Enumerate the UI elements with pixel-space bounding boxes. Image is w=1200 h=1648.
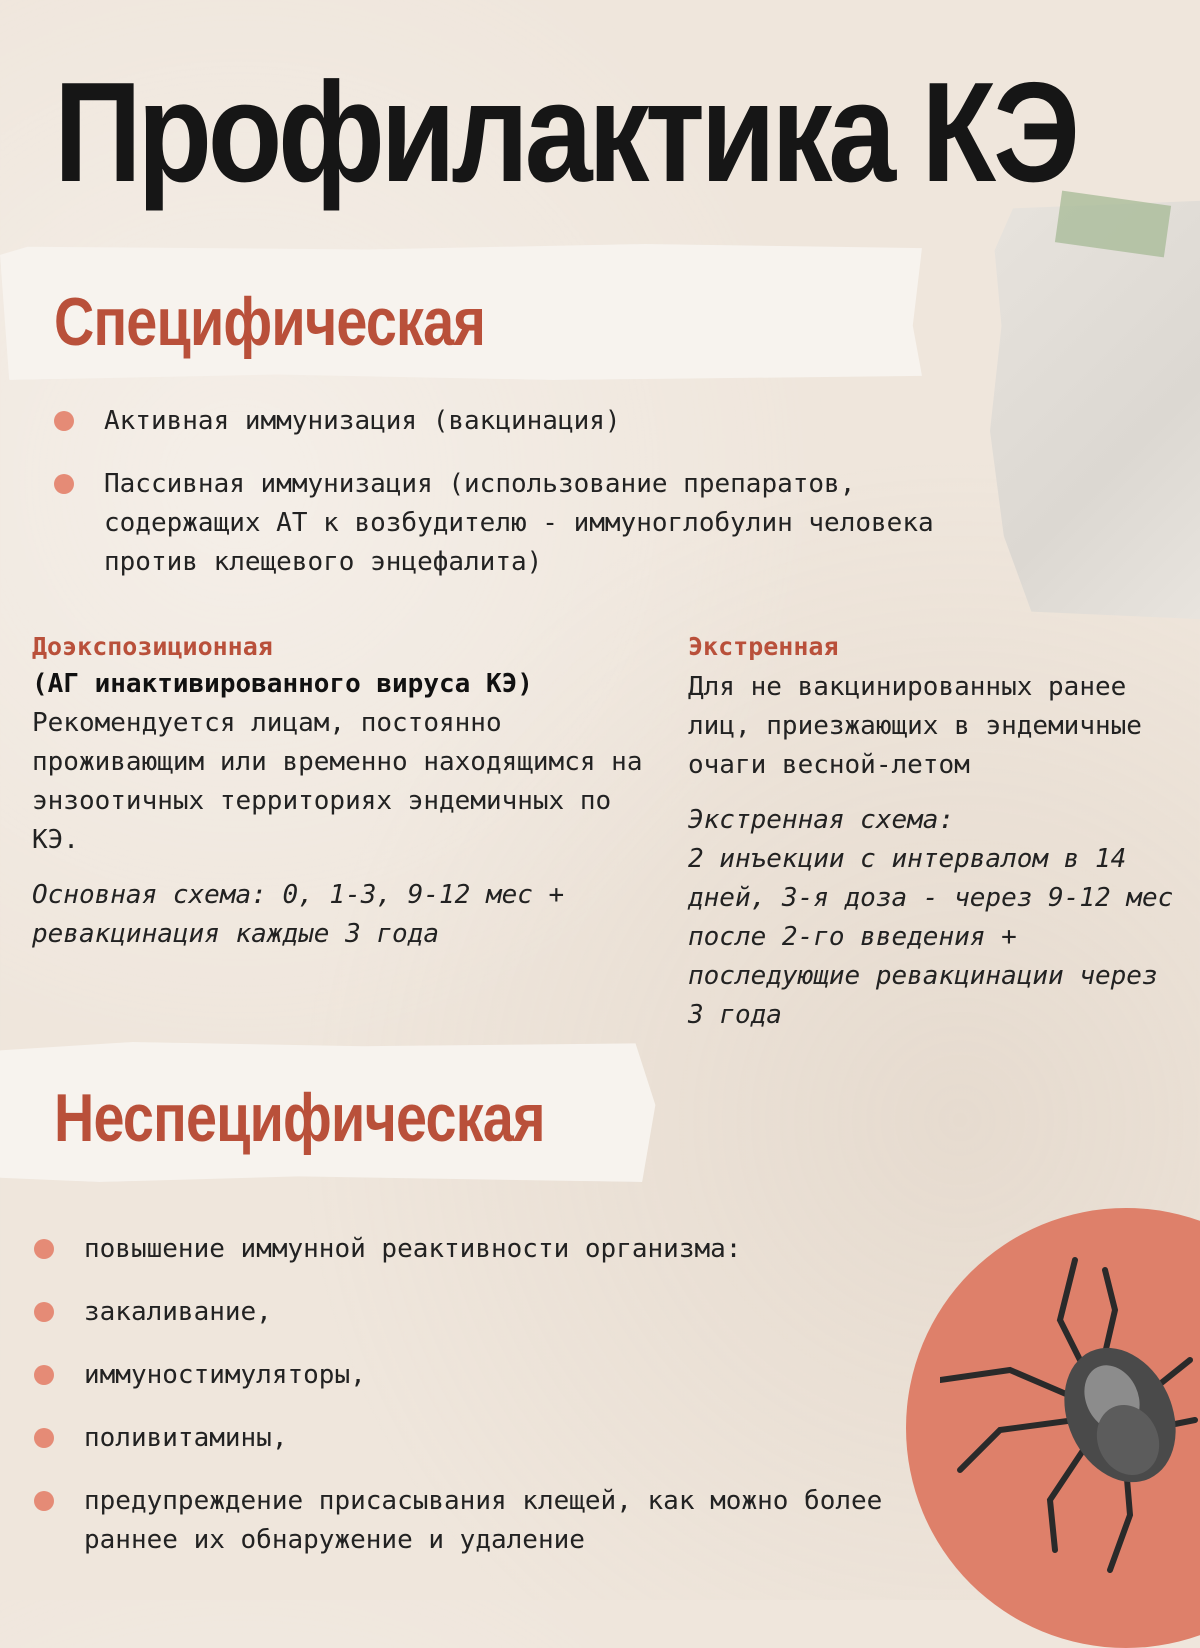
circle-bullet-icon [34,1428,54,1448]
list-item-text: повышение иммунной реактивности организма: [84,1234,742,1264]
list-item-text: закаливание, [84,1297,272,1327]
list-item-text: Пассивная иммунизация (использование препаратов, содержащих АТ к возбудителю - иммуноглобулин человека против клещевого энцефалита) [104,469,934,577]
emergency-column [688,630,1188,1035]
tick-insect-icon [940,1250,1200,1580]
list-item [84,1293,934,1332]
pre-exposure-heading: Доэкспозиционная [32,632,273,661]
pre-exposure-column [32,630,672,954]
section-heading-specific: Специфическая [54,284,486,360]
section-heading-nonspecific: Неспецифическая [54,1080,545,1156]
circle-bullet-icon [54,411,74,431]
list-item-text: предупреждение присасывания клещей, как можно более раннее их обнаружение и удаление [84,1486,883,1555]
list-item-text: Активная иммунизация (вакцинация) [104,406,621,436]
list-item-text: поливитамины, [84,1423,288,1453]
list-item [84,1482,934,1560]
list-item [104,465,1004,582]
emergency-scheme: 2 инъекции с интервалом в 14 дней, 3-я доза - через 9-12 мес после 2-го введения + последующие ревакцинации через 3 года [688,844,1174,1030]
pre-exposure-description: Рекомендуется лицам, постоянно проживающим или временно находящимся на энзоотичных территориях эндемичных по КЭ. [32,708,643,855]
circle-bullet-icon [34,1365,54,1385]
nonspecific-list [84,1230,934,1584]
antigen-note: (АГ инактивированного вируса КЭ) [32,669,533,699]
circle-bullet-icon [54,474,74,494]
list-item [84,1419,934,1458]
basic-scheme: Основная схема: 0, 1-3, 9-12 мес + ревакцинация каждые 3 года [32,880,565,949]
list-item [84,1230,934,1269]
emergency-scheme-title: Экстренная схема: [688,805,955,835]
list-item-text: иммуностимуляторы, [84,1360,366,1390]
emergency-description: Для не вакцинированных ранее лиц, приезжающих в эндемичные очаги весной-летом [688,672,1142,780]
list-item [84,1356,934,1395]
torn-paper-decoration [990,200,1200,620]
page-title: Профилактика КЭ [54,53,1076,212]
specific-list [104,402,1004,606]
circle-bullet-icon [34,1239,54,1259]
circle-bullet-icon [34,1302,54,1322]
emergency-heading: Экстренная [688,632,839,661]
list-item [104,402,1004,441]
circle-bullet-icon [34,1491,54,1511]
